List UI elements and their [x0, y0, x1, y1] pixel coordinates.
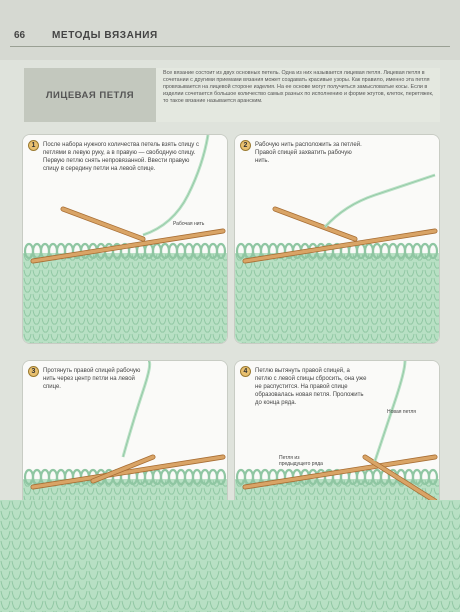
intro-text: Все вязание состоит из двух основных петель. Одна из них называется лицевая петля. Лицевая петля в сочетании с другими приемами вязания может создавать красивые узоры. Как правило, именно эта петля провязывается на лицевой стороне изделия. На ее основе могут получиться замысловатые косы. Если в изделии сочетается большое количество самых разных по исполнению и форме жгутов, клеток, перетяжек, то такое вязание называется аранским.	[163, 70, 434, 104]
knit-stitches	[235, 253, 440, 344]
step-instruction: Протянуть правой спицей рабочую нить через центр петли на левой спице.	[43, 368, 141, 390]
working-yarn-callout: Рабочая нить	[173, 221, 205, 227]
step-number-badge: 1	[28, 140, 39, 151]
step-instruction: Рабочую нить расположить за петлей. Правой спицей захватить рабочую нить.	[255, 142, 362, 164]
knitting-illustration-2	[235, 135, 440, 344]
step-instruction: После набора нужного количества петель взять спицу с петлями в левую руку, а в правую — свободную спицу. Первую петлю снять непровязанной. Ввести правую спицу в середину петли на левой спице.	[43, 142, 199, 172]
section-title: МЕТОДЫ ВЯЗАНИЯ	[52, 30, 158, 41]
knit-stitches	[0, 500, 460, 612]
previous-row-loop-callout: Петля из предыдущего ряда	[279, 455, 323, 467]
technique-label: ЛИЦЕВАЯ ПЕТЛЯ	[24, 68, 156, 122]
step-instruction: Петлю вытянуть правой спицей, а петлю с левой спицы сбросить, она уже не распустится. На правой спице образовалась новая петля. Проложить до конца ряда.	[255, 368, 367, 406]
new-loop-callout: Новая петля	[387, 409, 416, 415]
step-number-badge: 4	[240, 366, 251, 377]
page-number: 66	[14, 30, 26, 41]
knit-stitches	[23, 253, 228, 344]
step-number-badge: 2	[240, 140, 251, 151]
fabric-texture	[0, 500, 460, 612]
knitted-fabric-background	[0, 500, 460, 612]
page-header	[0, 0, 460, 60]
step-number-badge: 3	[28, 366, 39, 377]
step-panel-1	[22, 134, 228, 344]
step-panel-2	[234, 134, 440, 344]
header-divider	[10, 46, 450, 47]
